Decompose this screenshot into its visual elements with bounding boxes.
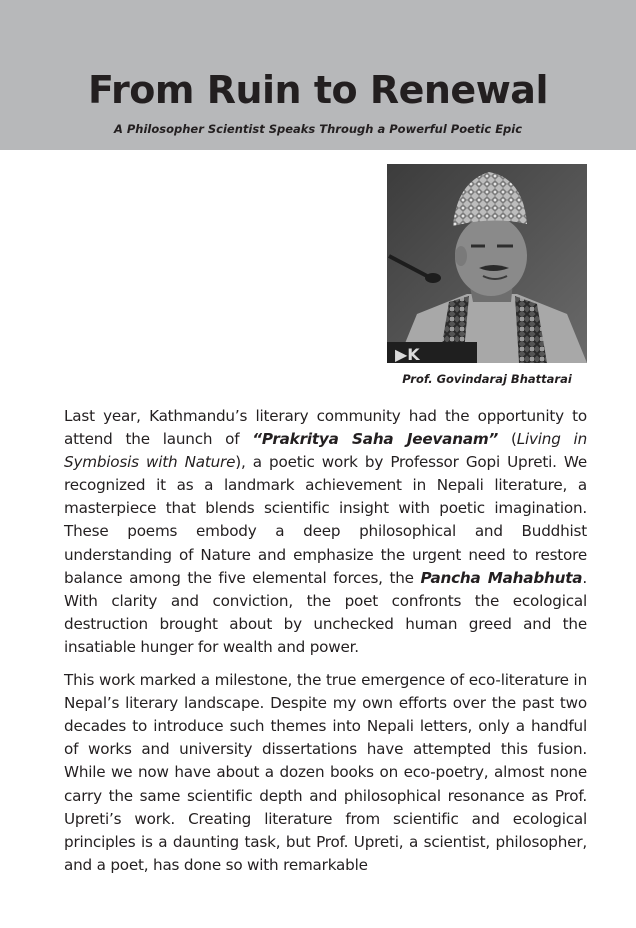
pancha-mahabhuta-term: Pancha Mahabhuta [420, 568, 583, 587]
book-title: “Prakritya Saha Jeevanam” [252, 430, 499, 449]
photo-caption: Prof. Govindaraj Bhattarai [402, 372, 572, 386]
book-title-translation: Living in Symbiosis with Nature [64, 430, 588, 472]
article-title: From Ruin to Renewal [88, 68, 548, 112]
article-subtitle: A Philosopher Scientist Speaks Through a Powerful Poetic Epic [113, 122, 523, 136]
paragraph-1: Last year, Kathmandu’s literary community had the opportunity to attend the launch of “Prakritya Saha Jeevanam” (Living in Symbiosis with Nature), a poetic work by Professor Gopi Upreti. We recognized it as a landmark achievement in Nepali literature, a masterpiece that blends scientific insight with poetic imagination. These poems embody a deep philosophical and Buddhist understanding of Nature and emphasize the urgent need to restore balance among the five elemental forces, the Pancha Mahabhuta. With clarity and conviction, the poet confronts the ecological destruction brought about by unchecked human greed and the insatiable hunger for wealth and power. [64, 407, 588, 656]
paragraph-2: This work marked a milestone, the true emergence of eco-literature in Nepal’s literary landscape. Despite my own efforts over the past two decades to introduce such themes into Nepali letters, only a handful of works and university dissertations have attempted this fusion. While we now have about a dozen books on eco-poetry, almost none carry the same scientific depth and philosophical resonance as Prof. Upreti’s work. Creating literature from scientific and ecological principles is a daunting task, but Prof. Upreti, a scientist, philosopher, and a poet, has done so with remarkable [64, 671, 587, 874]
article-body [64, 405, 587, 887]
svg-text:▶K: ▶K [395, 345, 420, 363]
author-photo [387, 164, 587, 363]
